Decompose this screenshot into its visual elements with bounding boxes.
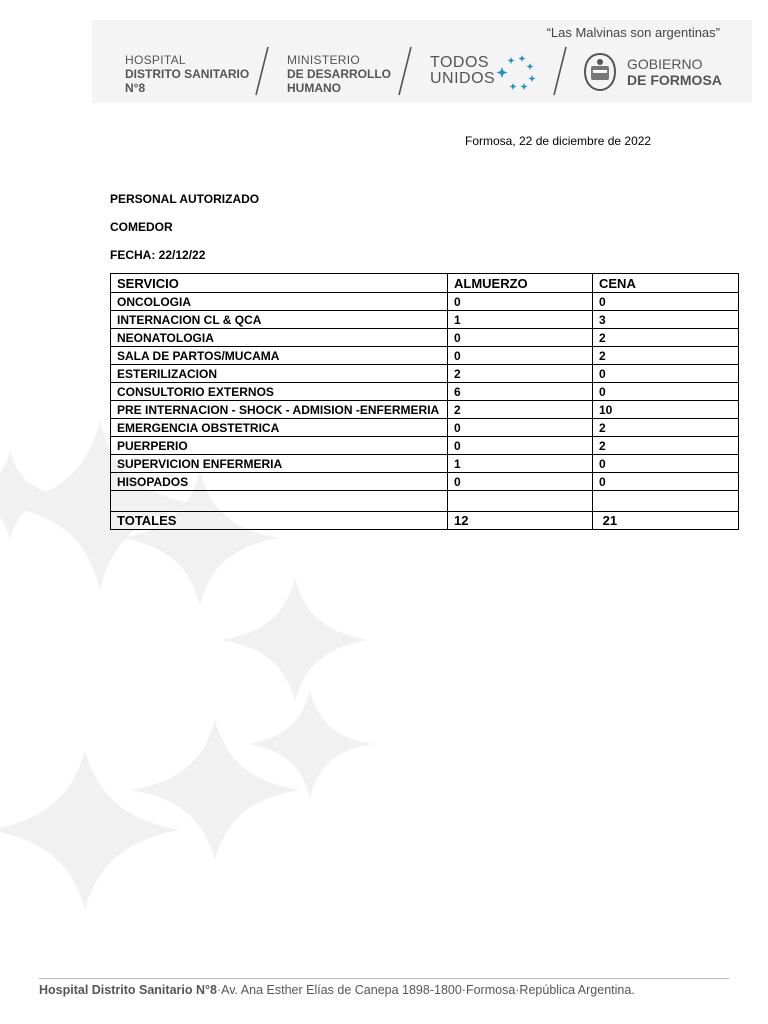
cell-servicio: NEONATOLOGIA [111, 329, 448, 347]
table-row-blank [111, 491, 739, 512]
footer-hospital-name: Hospital Distrito Sanitario N°8 [39, 983, 217, 997]
cell-servicio: HISOPADOS [111, 473, 448, 491]
cell-servicio: INTERNACION CL & QCA [111, 311, 448, 329]
cell-almuerzo: 0 [448, 293, 593, 311]
cell-almuerzo: 1 [448, 311, 593, 329]
cell-servicio: ONCOLOGIA [111, 293, 448, 311]
footer-divider [39, 978, 729, 979]
cell-cena: 2 [593, 437, 739, 455]
header-almuerzo: ALMUERZO [448, 274, 593, 293]
document-fecha: FECHA: 22/12/22 [110, 248, 206, 262]
hospital-line2: DISTRITO SANITARIO [125, 67, 250, 81]
totals-almuerzo: 12 [448, 512, 593, 530]
document-subtitle: COMEDOR [110, 220, 173, 234]
divider-slash-icon [255, 46, 269, 96]
hospital-logo [125, 53, 249, 95]
cell-almuerzo: 2 [448, 401, 593, 419]
totals-cena: 21 [593, 512, 739, 530]
ministerio-logo [287, 53, 391, 95]
ministerio-line1: MINISTERIO [287, 53, 361, 67]
cell-almuerzo: 0 [448, 419, 593, 437]
todos-line2: UNIDOS [430, 70, 496, 87]
cell-servicio: SALA DE PARTOS/MUCAMA [111, 347, 448, 365]
cell-almuerzo: 0 [448, 437, 593, 455]
cell-cena [593, 491, 739, 512]
cell-almuerzo: 1 [448, 455, 593, 473]
header-cena: CENA [593, 274, 739, 293]
cell-cena: 2 [593, 329, 739, 347]
blue-stars-icon [496, 53, 538, 93]
divider-slash-icon [398, 46, 412, 96]
gobierno-line2: DE FORMOSA [627, 72, 722, 88]
cell-almuerzo [448, 491, 593, 512]
cell-almuerzo: 0 [448, 473, 593, 491]
document-title: PERSONAL AUTORIZADO [110, 192, 260, 206]
cell-almuerzo: 0 [448, 347, 593, 365]
cell-servicio: PUERPERIO [111, 437, 448, 455]
cell-cena: 0 [593, 455, 739, 473]
cell-cena: 0 [593, 383, 739, 401]
cell-cena: 3 [593, 311, 739, 329]
cell-cena: 10 [593, 401, 739, 419]
ministerio-line3: HUMANO [287, 81, 341, 95]
table-row [111, 401, 739, 419]
header-motto: “Las Malvinas son argentinas” [546, 25, 720, 40]
cell-cena: 0 [593, 473, 739, 491]
footer-address [39, 983, 635, 997]
table-row [111, 455, 739, 473]
cell-cena: 0 [593, 365, 739, 383]
formosa-seal-icon [582, 52, 618, 92]
todos-unidos-logo [430, 55, 495, 87]
cell-cena: 0 [593, 293, 739, 311]
document-date: Formosa, 22 de diciembre de 2022 [465, 134, 652, 148]
cell-cena: 2 [593, 419, 739, 437]
table-row [111, 419, 739, 437]
ministerio-line2: DE DESARROLLO [287, 67, 392, 81]
table-row [111, 329, 739, 347]
cell-servicio: ESTERILIZACION [111, 365, 448, 383]
cell-servicio [111, 491, 448, 512]
table-row [111, 311, 739, 329]
cell-almuerzo: 6 [448, 383, 593, 401]
cell-cena: 2 [593, 347, 739, 365]
hospital-line3: N°8 [125, 81, 146, 95]
totals-label: TOTALES [111, 512, 448, 530]
table-row [111, 365, 739, 383]
cell-servicio: SUPERVICION ENFERMERIA [111, 455, 448, 473]
hospital-line1: HOSPITAL [125, 53, 186, 67]
table-header-row [111, 274, 739, 293]
footer-address-text: ·Av. Ana Esther Elías de Canepa 1898-1800·Formosa·República Argentina. [216, 983, 635, 997]
table-row [111, 473, 739, 491]
cell-servicio: CONSULTORIO EXTERNOS [111, 383, 448, 401]
cell-almuerzo: 2 [448, 365, 593, 383]
header-servicio: SERVICIO [111, 274, 448, 293]
table-row [111, 437, 739, 455]
table-row [111, 293, 739, 311]
table-row [111, 383, 739, 401]
cell-almuerzo: 0 [448, 329, 593, 347]
personal-table [110, 273, 739, 530]
cell-servicio: PRE INTERNACION - SHOCK - ADMISION -ENFERMERIA [111, 401, 448, 419]
gobierno-logo [627, 56, 722, 88]
divider-slash-icon [553, 46, 567, 96]
table-totals-row [111, 512, 739, 530]
table-row [111, 347, 739, 365]
gobierno-line1: GOBIERNO [627, 56, 703, 72]
todos-line1: TODOS [430, 54, 490, 71]
cell-servicio: EMERGENCIA OBSTETRICA [111, 419, 448, 437]
